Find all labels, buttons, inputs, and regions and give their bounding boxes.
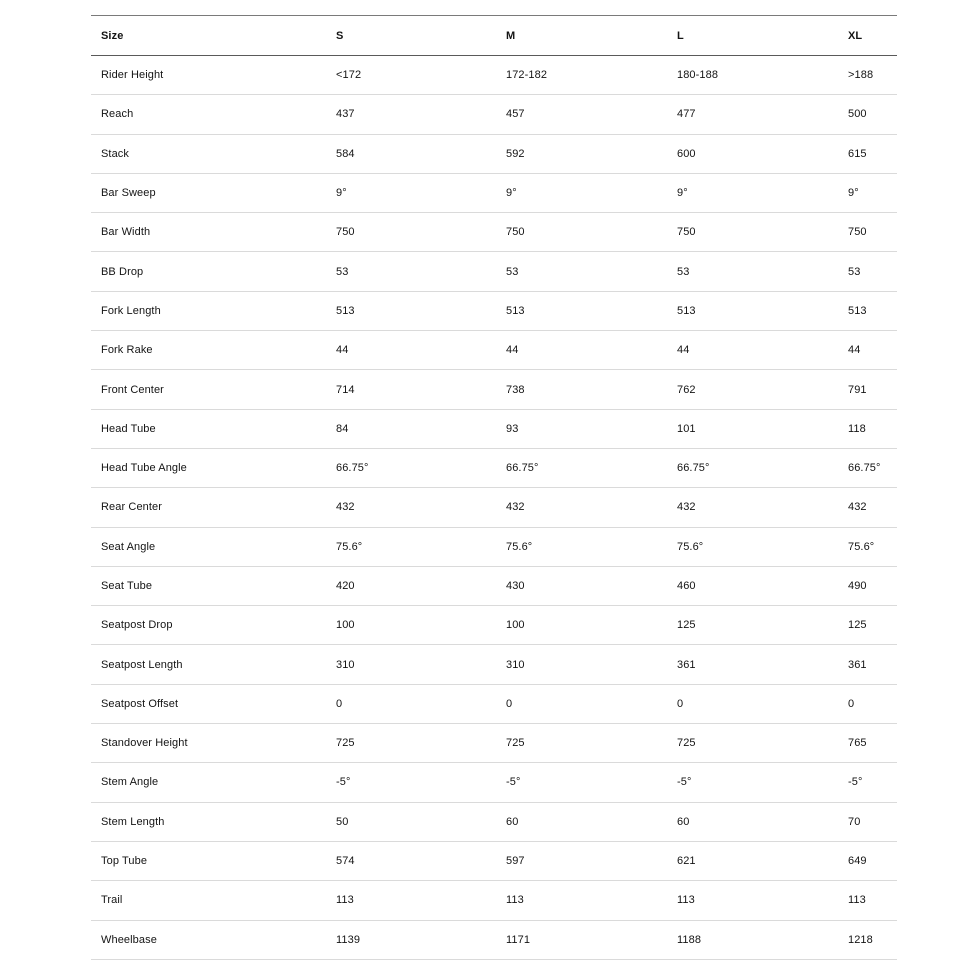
table-row xyxy=(91,685,897,724)
table-row xyxy=(91,606,897,645)
table-row xyxy=(91,95,897,134)
column-header-size: Size xyxy=(101,29,124,42)
cell-s: 1139 xyxy=(336,933,361,946)
row-label: Rider Height xyxy=(101,69,164,82)
table-row xyxy=(91,803,897,842)
cell-m: 432 xyxy=(506,501,525,514)
row-label: Seatpost Length xyxy=(101,658,183,671)
cell-xl: 791 xyxy=(848,383,867,396)
cell-l: 762 xyxy=(677,383,696,396)
cell-l: 60 xyxy=(677,815,690,828)
cell-l: 125 xyxy=(677,619,696,632)
row-label: Stem Length xyxy=(101,815,165,828)
cell-s: 432 xyxy=(336,501,355,514)
table-row xyxy=(91,724,897,763)
cell-l: 513 xyxy=(677,304,696,317)
column-header-l: L xyxy=(677,29,684,42)
cell-xl: 70 xyxy=(848,815,861,828)
row-label: Fork Length xyxy=(101,304,161,317)
geometry-table xyxy=(91,15,897,960)
cell-xl: 66.75° xyxy=(848,462,881,475)
cell-s: <172 xyxy=(336,69,362,82)
table-body xyxy=(91,56,897,960)
cell-s: 75.6° xyxy=(336,540,363,553)
table-row xyxy=(91,213,897,252)
table-row xyxy=(91,135,897,174)
cell-s: 113 xyxy=(336,894,354,907)
cell-m: 592 xyxy=(506,147,525,160)
cell-s: 310 xyxy=(336,658,355,671)
row-label: Stem Angle xyxy=(101,776,159,789)
cell-s: 53 xyxy=(336,265,349,278)
table-row xyxy=(91,449,897,488)
row-label: BB Drop xyxy=(101,265,144,278)
cell-xl: 490 xyxy=(848,580,867,592)
row-label: Seat Tube xyxy=(101,580,153,592)
cell-m: 60 xyxy=(506,815,519,828)
cell-xl: 649 xyxy=(848,855,867,868)
cell-m: 457 xyxy=(506,108,525,121)
cell-xl: 361 xyxy=(848,658,867,671)
cell-s: 584 xyxy=(336,147,355,160)
cell-l: 180-188 xyxy=(677,69,719,82)
cell-m: 597 xyxy=(506,855,525,868)
cell-l: -5° xyxy=(677,776,692,789)
cell-s: 725 xyxy=(336,737,355,750)
cell-s: 513 xyxy=(336,304,355,317)
row-label: Seatpost Drop xyxy=(101,619,173,632)
row-label: Stack xyxy=(101,147,130,160)
cell-m: 9° xyxy=(506,187,517,200)
cell-m: 1171 xyxy=(506,933,531,946)
cell-m: 75.6° xyxy=(506,540,533,553)
cell-s: 50 xyxy=(336,815,349,828)
row-label: Top Tube xyxy=(101,855,148,868)
table-row xyxy=(91,528,897,567)
table-row xyxy=(91,763,897,802)
cell-s: 84 xyxy=(336,422,349,435)
cell-m: 44 xyxy=(506,344,519,357)
table-row xyxy=(91,370,897,409)
row-label: Seat Angle xyxy=(101,540,156,553)
row-label: Seatpost Offset xyxy=(101,697,179,710)
row-label: Head Tube xyxy=(101,422,156,435)
cell-s: 574 xyxy=(336,855,355,868)
cell-m: 750 xyxy=(506,226,525,239)
row-label: Trail xyxy=(101,894,123,907)
cell-l: 53 xyxy=(677,265,690,278)
cell-xl: 500 xyxy=(848,108,867,121)
row-label: Rear Center xyxy=(101,501,163,514)
cell-m: 113 xyxy=(506,894,524,907)
cell-l: 1188 xyxy=(677,933,702,946)
cell-s: 750 xyxy=(336,226,355,239)
cell-l: 600 xyxy=(677,147,696,160)
table-row xyxy=(91,488,897,527)
cell-m: 725 xyxy=(506,737,525,750)
column-header-m: M xyxy=(506,29,516,42)
cell-s: 44 xyxy=(336,344,349,357)
row-label: Head Tube Angle xyxy=(101,462,187,475)
table-row xyxy=(91,842,897,881)
row-label: Wheelbase xyxy=(101,933,157,946)
cell-xl: 75.6° xyxy=(848,540,875,553)
table-row xyxy=(91,921,897,960)
cell-l: 477 xyxy=(677,108,696,121)
cell-m: 100 xyxy=(506,619,525,632)
cell-s: 9° xyxy=(336,187,347,200)
cell-l: 75.6° xyxy=(677,540,704,553)
cell-xl: 765 xyxy=(848,737,867,750)
cell-l: 725 xyxy=(677,737,696,750)
row-label: Bar Sweep xyxy=(101,187,156,200)
cell-xl: 53 xyxy=(848,265,861,278)
cell-m: 310 xyxy=(506,658,525,671)
cell-xl: 0 xyxy=(848,697,855,710)
table-row xyxy=(91,56,897,95)
table-row xyxy=(91,881,897,920)
cell-l: 621 xyxy=(677,855,696,868)
table-row xyxy=(91,645,897,684)
cell-l: 44 xyxy=(677,344,690,357)
cell-s: 100 xyxy=(336,619,355,632)
cell-m: 430 xyxy=(506,580,525,592)
table-row xyxy=(91,331,897,370)
cell-s: 0 xyxy=(336,697,343,710)
row-label: Reach xyxy=(101,108,134,121)
cell-xl: 118 xyxy=(848,422,866,435)
cell-l: 9° xyxy=(677,187,688,200)
cell-xl: -5° xyxy=(848,776,863,789)
cell-l: 432 xyxy=(677,501,696,514)
column-header-s: S xyxy=(336,29,344,42)
cell-xl: >188 xyxy=(848,69,874,82)
cell-m: -5° xyxy=(506,776,521,789)
cell-l: 460 xyxy=(677,580,696,592)
row-label: Fork Rake xyxy=(101,344,153,357)
table-header-row xyxy=(91,15,897,56)
cell-m: 172-182 xyxy=(506,69,548,82)
cell-m: 513 xyxy=(506,304,525,317)
cell-xl: 432 xyxy=(848,501,867,514)
cell-xl: 113 xyxy=(848,894,866,907)
row-label: Standover Height xyxy=(101,737,188,750)
cell-l: 66.75° xyxy=(677,462,710,475)
cell-s: 437 xyxy=(336,108,355,121)
table-row xyxy=(91,410,897,449)
cell-xl: 615 xyxy=(848,147,867,160)
cell-l: 0 xyxy=(677,697,684,710)
cell-xl: 125 xyxy=(848,619,867,632)
cell-m: 53 xyxy=(506,265,519,278)
row-label: Bar Width xyxy=(101,226,151,239)
cell-xl: 750 xyxy=(848,226,867,239)
cell-m: 93 xyxy=(506,422,519,435)
column-header-xl: XL xyxy=(848,29,863,42)
table-row xyxy=(91,292,897,331)
cell-xl: 513 xyxy=(848,304,867,317)
table-row xyxy=(91,567,897,606)
cell-m: 0 xyxy=(506,697,513,710)
cell-m: 66.75° xyxy=(506,462,539,475)
cell-s: 66.75° xyxy=(336,462,369,475)
cell-s: 420 xyxy=(336,580,355,592)
cell-l: 113 xyxy=(677,894,695,907)
table-row xyxy=(91,174,897,213)
cell-xl: 1218 xyxy=(848,933,873,946)
cell-l: 750 xyxy=(677,226,696,239)
cell-l: 101 xyxy=(677,422,696,435)
cell-s: -5° xyxy=(336,776,351,789)
cell-xl: 44 xyxy=(848,344,861,357)
cell-xl: 9° xyxy=(848,187,859,200)
cell-l: 361 xyxy=(677,658,696,671)
row-label: Front Center xyxy=(101,383,164,396)
cell-s: 714 xyxy=(336,383,355,396)
cell-m: 738 xyxy=(506,383,525,396)
table-row xyxy=(91,252,897,291)
